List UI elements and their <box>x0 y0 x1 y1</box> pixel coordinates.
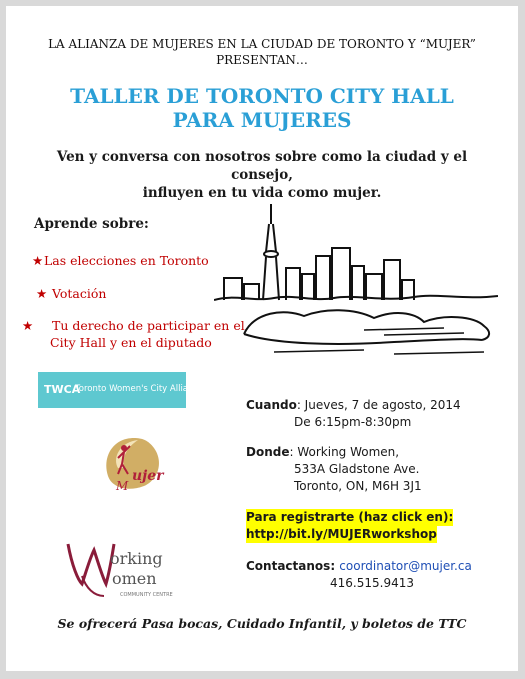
ww-subtitle: COMMUNITY CENTRE <box>120 592 173 598</box>
where-line-2: 533A Gladstone Ave. <box>294 462 420 476</box>
topic-text: Votación <box>51 286 107 301</box>
contact-block: Contactanos: coordinator@mujer.ca 416.515.9413 <box>246 559 472 590</box>
where-line-1: : Working Women, <box>289 445 400 459</box>
ww-word-1: orking <box>110 549 163 568</box>
header-line-2: PRESENTAN… <box>216 53 308 67</box>
star-icon: ★ <box>22 318 34 333</box>
contact-phone: 416.515.9413 <box>330 576 414 590</box>
invitation-text <box>46 148 478 202</box>
when-label: Cuando <box>246 398 297 412</box>
when-time: De 6:15pm-8:30pm <box>294 415 412 429</box>
mujer-initial: M <box>116 479 129 493</box>
topic-item <box>36 285 231 302</box>
contact-label: Contactanos <box>246 559 331 573</box>
where-line-3: Toronto, ON, M6H 3J1 <box>294 479 422 493</box>
topic-text: Las elecciones en Toronto <box>44 253 209 268</box>
presenters-header <box>6 36 518 68</box>
mujer-logo <box>98 428 168 494</box>
subtitle-line-1: Ven y conversa con nosotros sobre como la ciudad y el consejo, <box>56 149 468 183</box>
title-line-1: TALLER DE TORONTO CITY HALL <box>70 84 454 108</box>
register-link[interactable]: http://bit.ly/MUJERworkshop <box>246 527 437 541</box>
star-icon: ★ <box>32 253 44 268</box>
header-line-1: LA ALIANZA DE MUJERES EN LA CIUDAD DE TORONTO Y “MUJER” <box>48 37 476 51</box>
learn-heading: Aprende sobre: <box>34 216 149 232</box>
when-block <box>246 397 461 431</box>
when-date: : Jueves, 7 de agosto, 2014 <box>296 398 461 412</box>
topic-item <box>32 252 227 269</box>
topic-text: Tu derecho de participar en el City Hall y en el diputado <box>50 318 245 350</box>
mujer-wordmark: ujer <box>132 468 164 484</box>
working-women-logo <box>64 536 194 602</box>
register-block <box>246 509 453 543</box>
contact-email[interactable]: coordinator@mujer.ca <box>339 559 472 573</box>
star-icon: ★ <box>36 286 48 301</box>
where-block <box>246 444 422 495</box>
twca-full-name: Toronto Women's City Alliance <box>75 384 204 394</box>
offerings-footer: Se ofrecerá Pasa bocas, Cuidado Infantil, y boletos de TTC <box>57 616 467 631</box>
workshop-title <box>6 84 518 132</box>
ww-word-2: omen <box>112 569 157 588</box>
twca-abbreviation: TWCA <box>44 383 81 396</box>
flyer-page <box>6 6 518 671</box>
twca-logo <box>38 372 204 408</box>
subtitle-line-2: influyen en tu vida como mujer. <box>142 185 382 201</box>
register-label: Para registrarte (haz click en): <box>246 510 454 524</box>
title-line-2: PARA MUJERES <box>172 108 352 132</box>
toronto-skyline-illustration <box>214 204 498 364</box>
where-label: Donde <box>246 445 290 459</box>
